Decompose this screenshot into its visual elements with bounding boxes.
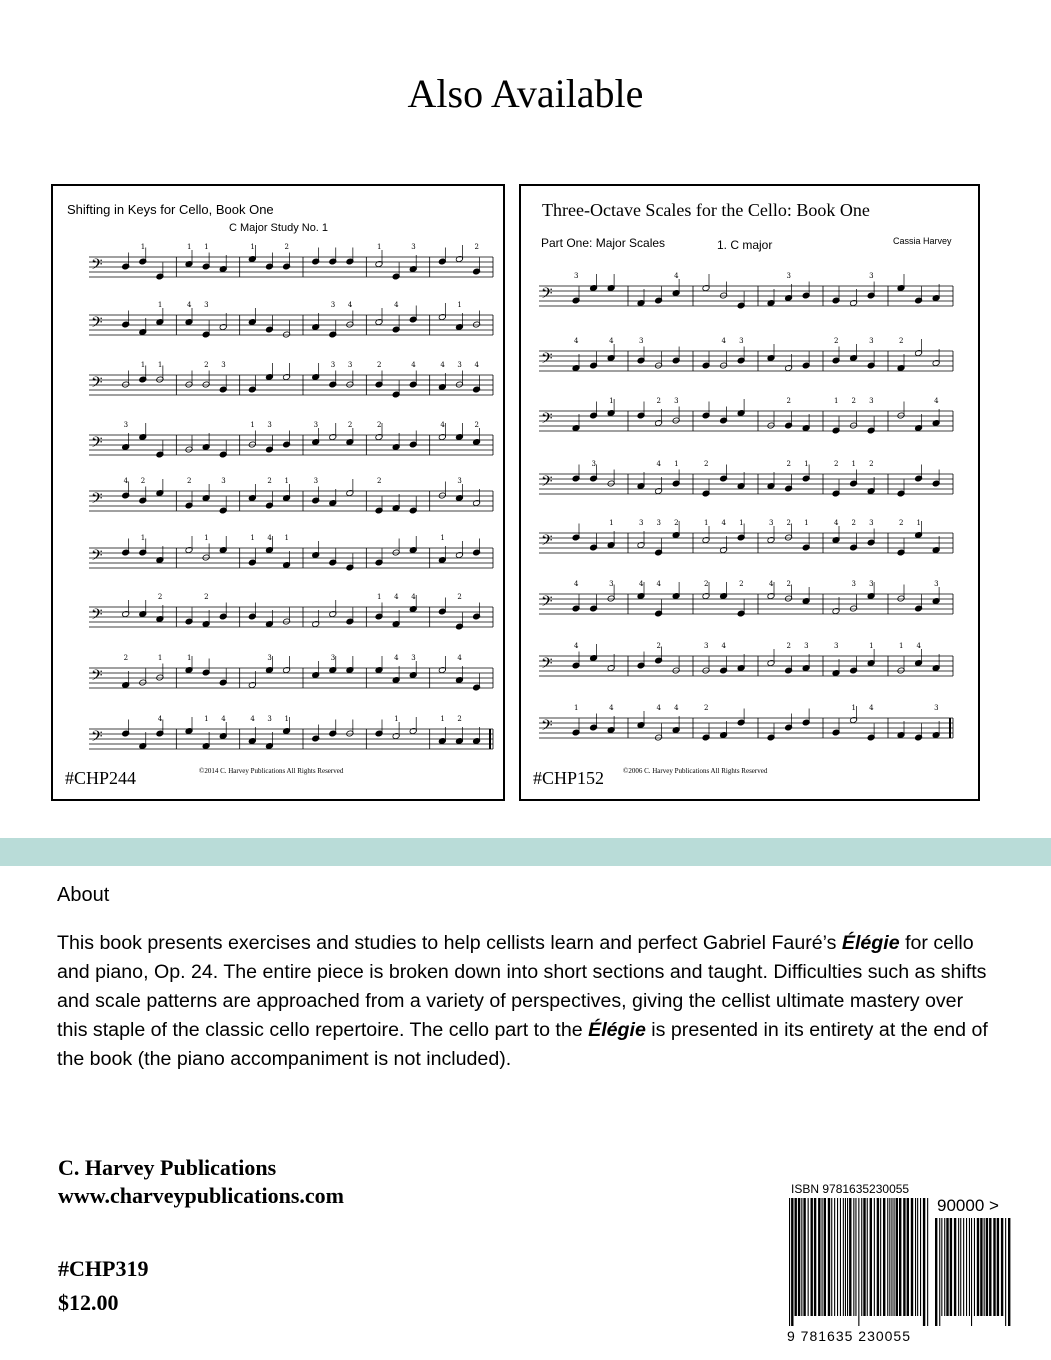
svg-text:1: 1 [394, 715, 399, 723]
svg-text:2: 2 [377, 477, 382, 485]
music-staff [89, 534, 493, 571]
svg-text:1: 1 [899, 642, 904, 650]
barcode-bar [896, 1198, 898, 1316]
barcode-bar [863, 1198, 865, 1316]
svg-text:2: 2 [123, 654, 129, 662]
barcode-bar [843, 1198, 844, 1316]
svg-text:1: 1 [440, 534, 445, 542]
svg-text:1: 1 [916, 519, 922, 527]
svg-text:1: 1 [140, 361, 146, 369]
barcode-bar [853, 1198, 854, 1316]
barcode-bar [811, 1198, 813, 1316]
music-staff [539, 704, 953, 741]
svg-text:𝄢: 𝄢 [91, 728, 103, 749]
barcode-bar [917, 1198, 918, 1316]
svg-text:2: 2 [187, 477, 192, 485]
publisher-website[interactable]: www.charveypublications.com [58, 1183, 344, 1208]
svg-text:3: 3 [330, 361, 336, 369]
svg-text:𝄢: 𝄢 [91, 667, 103, 688]
barcode-bar [980, 1218, 982, 1316]
svg-text:4: 4 [394, 301, 399, 309]
barcode-bar [801, 1198, 802, 1316]
barcode-bar [824, 1198, 826, 1316]
product-code: #CHP152 [533, 768, 605, 788]
svg-text:1: 1 [284, 534, 290, 542]
book-code: #CHP319 [58, 1256, 149, 1281]
barcode-bar [847, 1198, 848, 1316]
svg-text:4: 4 [934, 397, 939, 405]
barcode-bar [1001, 1218, 1003, 1316]
svg-text:2: 2 [204, 593, 209, 601]
product-code: #CHP244 [65, 768, 137, 788]
barcode-bar [966, 1218, 967, 1316]
svg-text:1: 1 [140, 243, 146, 251]
barcode-bar [828, 1198, 830, 1316]
svg-text:2: 2 [377, 421, 382, 429]
svg-text:2: 2 [786, 460, 792, 468]
svg-text:4: 4 [250, 715, 255, 723]
barcode-bar [840, 1198, 841, 1316]
barcode-bar [894, 1198, 895, 1316]
svg-text:2: 2 [157, 593, 163, 601]
barcode-bar [923, 1198, 925, 1326]
sheet-music-left [53, 186, 503, 799]
barcode-bar [941, 1218, 942, 1316]
isbn-barcode [785, 1182, 1025, 1352]
barcode-bar [814, 1198, 816, 1316]
music-staff [89, 421, 493, 458]
svg-text:2: 2 [347, 421, 353, 429]
svg-text:3: 3 [411, 654, 416, 662]
svg-text:4: 4 [721, 519, 727, 527]
barcode-bar [887, 1198, 888, 1316]
svg-text:3: 3 [739, 337, 744, 345]
panel-subtitle: C Major Study No. 1 [229, 222, 329, 234]
panel-title: Shifting in Keys for Cello, Book One [67, 202, 274, 217]
music-staff [89, 654, 493, 691]
svg-text:1: 1 [157, 301, 163, 309]
svg-text:2: 2 [457, 715, 462, 723]
svg-text:4: 4 [721, 642, 727, 650]
music-staff [89, 593, 493, 630]
svg-text:4: 4 [574, 642, 579, 650]
svg-text:3: 3 [267, 654, 272, 662]
svg-text:1: 1 [250, 421, 255, 429]
svg-text:1: 1 [250, 243, 255, 251]
svg-text:1: 1 [457, 301, 462, 309]
panel-author: Cassia Harvey [893, 236, 952, 246]
barcode-bar [791, 1198, 793, 1326]
svg-text:1: 1 [574, 704, 579, 712]
svg-text:3: 3 [869, 397, 874, 405]
svg-text:𝄢: 𝄢 [91, 490, 103, 511]
svg-text:2: 2 [786, 397, 792, 405]
svg-text:3: 3 [267, 421, 272, 429]
svg-text:4: 4 [674, 272, 679, 280]
barcode-bar [891, 1198, 892, 1316]
about-text-part: for cello and piano, Op. 24. The entire piece is broken down into short sections and taught. Difficulties such as shifts and scale patterns are approached from a variety of perspectives, giving the cellist ultimate mastery over this staple of the classic cello repertoire. The cello part to the [57, 932, 987, 1041]
svg-text:1: 1 [851, 460, 857, 468]
music-staff [539, 337, 953, 372]
about-text-part: This book presents exercises and studies to help cellists learn and perfect Gabriel Fauré’s [57, 932, 842, 954]
svg-text:3: 3 [851, 580, 857, 588]
svg-text:1: 1 [204, 243, 209, 251]
svg-text:3: 3 [804, 642, 809, 650]
barcode-bar [789, 1198, 790, 1326]
barcode-bar [877, 1198, 879, 1316]
svg-text:𝄢: 𝄢 [541, 717, 553, 738]
svg-text:𝄢: 𝄢 [91, 547, 103, 568]
book-title: Élégie [841, 932, 900, 954]
svg-text:2: 2 [739, 580, 744, 588]
music-staff [539, 580, 953, 617]
barcode-bar [997, 1218, 999, 1316]
copyright-notice: ©2014 C. Harvey Publications All Rights Reserved [199, 767, 344, 775]
svg-text:2: 2 [786, 580, 792, 588]
svg-text:3: 3 [639, 337, 644, 345]
about-heading: About [57, 884, 110, 906]
svg-text:2: 2 [474, 421, 480, 429]
svg-text:2: 2 [834, 460, 839, 468]
barcode-bar [818, 1198, 820, 1316]
svg-text:1: 1 [804, 519, 809, 527]
svg-text:1: 1 [157, 361, 163, 369]
barcode-bar [950, 1218, 952, 1316]
barcode-bar [911, 1198, 913, 1316]
svg-text:𝄢: 𝄢 [541, 350, 553, 371]
svg-text:4: 4 [609, 704, 614, 712]
svg-text:4: 4 [267, 534, 272, 542]
svg-text:3: 3 [457, 477, 462, 485]
price-addon-bars [935, 1218, 1015, 1346]
svg-text:3: 3 [869, 272, 874, 280]
svg-text:2: 2 [851, 519, 857, 527]
svg-text:3: 3 [934, 704, 939, 712]
svg-text:4: 4 [440, 361, 445, 369]
music-staff [89, 301, 493, 338]
svg-text:𝄢: 𝄢 [91, 256, 103, 277]
svg-text:2: 2 [786, 642, 792, 650]
svg-text:4: 4 [656, 580, 662, 588]
svg-text:1: 1 [250, 534, 255, 542]
svg-text:2: 2 [457, 593, 462, 601]
svg-text:1: 1 [609, 519, 614, 527]
svg-text:1: 1 [704, 519, 709, 527]
svg-text:1: 1 [157, 654, 163, 662]
svg-text:4: 4 [674, 704, 679, 712]
barcode-bar [993, 1218, 995, 1316]
svg-text:2: 2 [656, 642, 662, 650]
barcode-bar [907, 1198, 909, 1316]
barcode-bar [974, 1218, 975, 1316]
music-staff [539, 519, 953, 556]
barcode-bar [1005, 1218, 1006, 1326]
barcode-bar [798, 1198, 800, 1316]
book-price: $12.00 [58, 1290, 119, 1315]
barcode-bar [858, 1198, 859, 1326]
page-heading: Also Available [407, 71, 644, 116]
sample-panel-shifting-in-keys [51, 184, 505, 801]
svg-text:1: 1 [869, 642, 874, 650]
barcode-bar [915, 1198, 916, 1316]
barcode-bar [803, 1198, 805, 1316]
svg-text:2: 2 [704, 460, 709, 468]
publisher-name: C. Harvey Publications [58, 1155, 277, 1180]
barcode-bar [963, 1218, 964, 1316]
music-staff [89, 361, 493, 398]
isbn-label: ISBN 9781635230055 [791, 1182, 910, 1196]
svg-text:1: 1 [851, 704, 857, 712]
svg-text:3: 3 [869, 580, 874, 588]
svg-text:2: 2 [204, 361, 209, 369]
svg-text:4: 4 [639, 580, 644, 588]
barcode-bar [889, 1198, 890, 1316]
svg-text:2: 2 [377, 361, 382, 369]
svg-text:1: 1 [377, 243, 382, 251]
svg-text:𝄢: 𝄢 [541, 285, 553, 306]
barcode-bar [935, 1218, 937, 1326]
svg-text:2: 2 [267, 477, 272, 485]
svg-text:2: 2 [674, 519, 679, 527]
barcode-bar [837, 1198, 838, 1316]
svg-text:1: 1 [440, 715, 445, 723]
svg-text:4: 4 [221, 715, 226, 723]
svg-text:4: 4 [123, 477, 129, 485]
svg-text:1: 1 [204, 715, 209, 723]
svg-text:4: 4 [916, 642, 922, 650]
svg-text:1: 1 [674, 460, 679, 468]
svg-text:4: 4 [411, 593, 416, 601]
svg-text:𝄢: 𝄢 [91, 434, 103, 455]
music-staff [539, 272, 953, 309]
barcode-bar [986, 1218, 988, 1316]
svg-text:4: 4 [574, 580, 579, 588]
about-text-part: is presented in its entirety at the end of the book (the piano accompaniment is not included). [57, 1019, 988, 1070]
barcode-bar [899, 1198, 901, 1316]
svg-text:3: 3 [313, 477, 319, 485]
svg-text:3: 3 [834, 642, 839, 650]
svg-text:1: 1 [284, 477, 290, 485]
barcode-bar [867, 1198, 868, 1316]
svg-text:3: 3 [639, 519, 644, 527]
svg-text:3: 3 [267, 715, 272, 723]
barcode-bar [808, 1198, 809, 1316]
svg-text:4: 4 [411, 361, 416, 369]
svg-text:𝄢: 𝄢 [541, 593, 553, 614]
sheet-music-right [521, 186, 978, 799]
svg-text:1: 1 [187, 243, 192, 251]
barcode-bar [920, 1198, 921, 1316]
barcode-bar [849, 1198, 851, 1316]
svg-text:𝄢: 𝄢 [541, 532, 553, 553]
svg-text:2: 2 [899, 337, 904, 345]
svg-text:4: 4 [347, 301, 353, 309]
svg-text:1: 1 [609, 397, 614, 405]
svg-text:3: 3 [330, 654, 336, 662]
svg-text:2: 2 [704, 704, 709, 712]
barcode-bar [960, 1218, 961, 1316]
svg-text:2: 2 [704, 580, 709, 588]
about-description [57, 929, 992, 1074]
barcode-bar [845, 1198, 846, 1316]
barcode-digits: 9 781635 230055 [787, 1328, 911, 1344]
svg-text:3: 3 [674, 397, 679, 405]
svg-text:3: 3 [869, 337, 874, 345]
barcode-bar [795, 1198, 797, 1316]
barcode-bar [831, 1198, 832, 1316]
barcode-bar [971, 1218, 972, 1326]
svg-text:4: 4 [440, 421, 445, 429]
svg-text:4: 4 [474, 361, 480, 369]
svg-text:4: 4 [394, 593, 399, 601]
barcode-bar [944, 1218, 945, 1316]
svg-text:3: 3 [869, 519, 874, 527]
svg-text:1: 1 [377, 593, 382, 601]
barcode-bar [874, 1198, 875, 1316]
copyright-notice: ©2006 C. Harvey Publications All Rights Reserved [623, 767, 768, 775]
sample-panel-three-octave-scales [519, 184, 980, 801]
svg-text:1: 1 [140, 534, 146, 542]
svg-text:1: 1 [804, 460, 809, 468]
svg-text:2: 2 [140, 477, 146, 485]
svg-text:𝄢: 𝄢 [91, 606, 103, 627]
music-staff [89, 477, 493, 514]
svg-text:3: 3 [330, 301, 336, 309]
barcode-bar [880, 1198, 881, 1316]
svg-text:3: 3 [313, 421, 319, 429]
music-staff [539, 397, 953, 434]
svg-text:1: 1 [204, 534, 209, 542]
svg-text:1: 1 [187, 654, 192, 662]
svg-text:𝄢: 𝄢 [541, 473, 553, 494]
svg-text:3: 3 [591, 460, 597, 468]
barcode-bar [834, 1198, 835, 1316]
barcode-bar [861, 1198, 862, 1316]
svg-text:𝄢: 𝄢 [541, 655, 553, 676]
svg-text:3: 3 [123, 421, 129, 429]
price-code: 90000 > [937, 1196, 999, 1215]
barcode-bar [1008, 1218, 1010, 1326]
svg-text:1: 1 [834, 397, 839, 405]
svg-text:4: 4 [609, 337, 614, 345]
svg-text:2: 2 [656, 397, 662, 405]
svg-text:1: 1 [739, 519, 744, 527]
svg-text:3: 3 [769, 519, 774, 527]
book-title: Élégie [588, 1019, 646, 1041]
barcode-bar [969, 1218, 970, 1316]
barcode-bar [855, 1198, 856, 1316]
svg-text:4: 4 [457, 654, 462, 662]
barcode-bar [977, 1218, 979, 1316]
svg-text:3: 3 [457, 361, 462, 369]
svg-text:2: 2 [834, 337, 839, 345]
barcode-bar [870, 1198, 872, 1316]
svg-text:4: 4 [769, 580, 774, 588]
svg-text:3: 3 [221, 477, 226, 485]
panel-title: Three-Octave Scales for the Cello: Book One [542, 200, 870, 220]
svg-text:4: 4 [656, 704, 662, 712]
music-staff [89, 715, 493, 750]
barcode-bar [958, 1218, 959, 1316]
svg-text:4: 4 [834, 519, 839, 527]
svg-text:4: 4 [157, 715, 163, 723]
barcode-bar [822, 1198, 823, 1316]
svg-text:𝄢: 𝄢 [91, 374, 103, 395]
svg-text:2: 2 [474, 243, 480, 251]
svg-text:3: 3 [609, 580, 614, 588]
svg-text:2: 2 [284, 243, 290, 251]
svg-text:3: 3 [786, 272, 792, 280]
svg-text:2: 2 [851, 397, 857, 405]
barcode-bars [789, 1198, 929, 1328]
decorative-band [0, 838, 1051, 866]
svg-text:3: 3 [221, 361, 226, 369]
svg-text:3: 3 [934, 580, 939, 588]
music-staff [539, 642, 953, 677]
svg-text:2: 2 [786, 519, 792, 527]
svg-text:2: 2 [869, 460, 874, 468]
svg-text:3: 3 [347, 361, 353, 369]
panel-part-label: Part One: Major Scales [541, 236, 666, 250]
barcode-bar [903, 1198, 905, 1316]
svg-text:𝄢: 𝄢 [91, 314, 103, 335]
svg-text:3: 3 [411, 243, 416, 251]
barcode-bar [954, 1218, 956, 1316]
svg-text:1: 1 [284, 715, 290, 723]
svg-text:3: 3 [656, 519, 662, 527]
svg-text:3: 3 [704, 642, 709, 650]
barcode-bar [939, 1218, 940, 1326]
svg-text:4: 4 [721, 337, 727, 345]
svg-text:𝄢: 𝄢 [541, 410, 553, 431]
barcode-bar [989, 1218, 991, 1316]
barcode-bar [984, 1218, 985, 1316]
svg-text:4: 4 [869, 704, 874, 712]
svg-text:2: 2 [899, 519, 904, 527]
barcode-bar [927, 1198, 928, 1326]
barcode-bar [883, 1198, 885, 1316]
svg-text:4: 4 [394, 654, 399, 662]
svg-text:4: 4 [574, 337, 579, 345]
panel-scale-label: 1. C major [717, 238, 773, 252]
svg-text:4: 4 [656, 460, 662, 468]
svg-text:3: 3 [574, 272, 579, 280]
svg-text:4: 4 [187, 301, 192, 309]
svg-text:3: 3 [204, 301, 209, 309]
music-staff [89, 243, 493, 280]
music-staff [539, 460, 953, 497]
barcode-bar [946, 1218, 948, 1316]
